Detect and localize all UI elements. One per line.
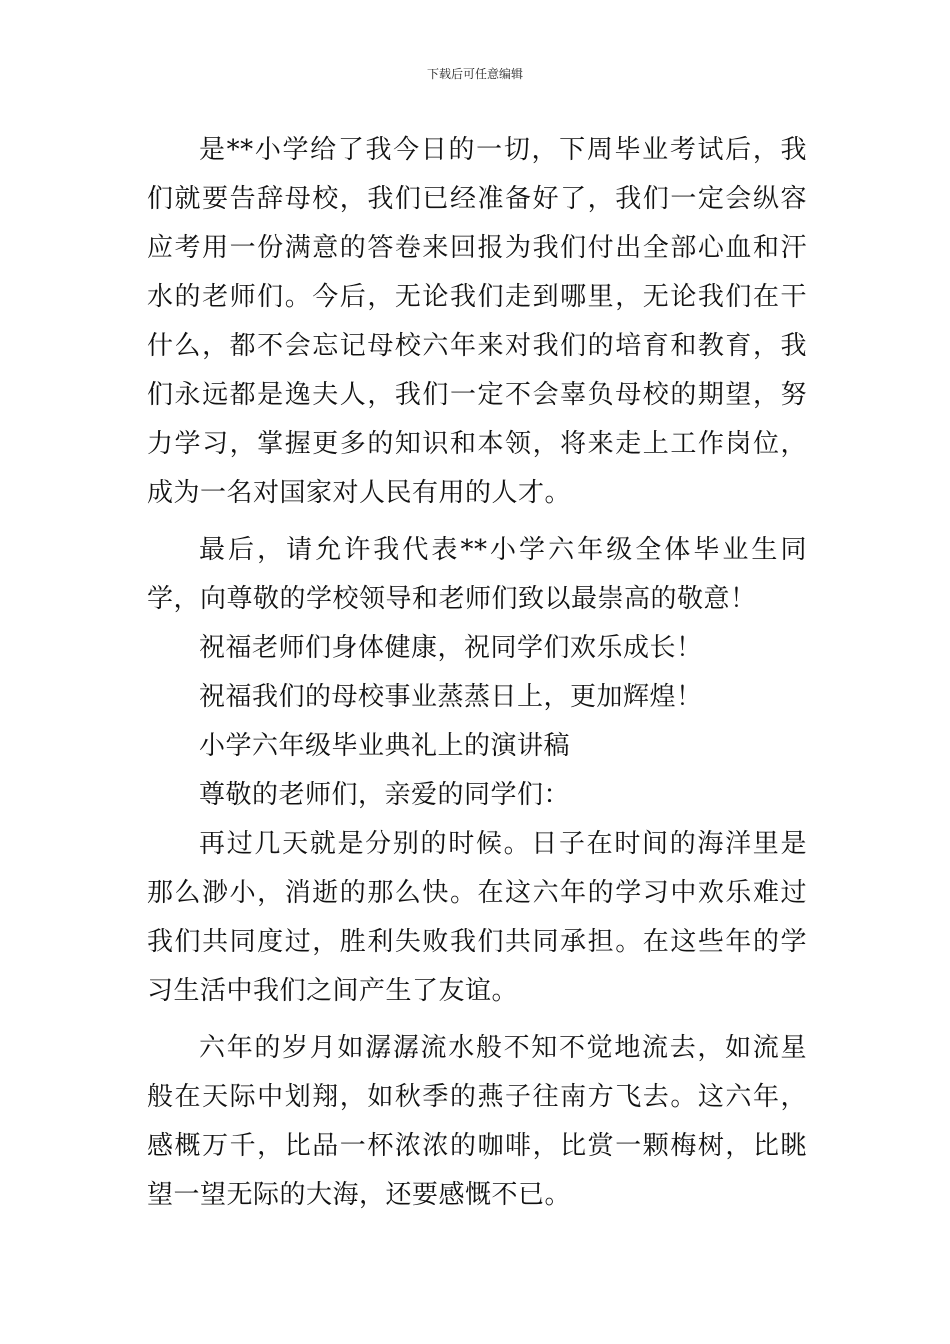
paragraph-respect-teachers: 最后，请允许我代表**小学六年级全体毕业生同学，向尊敬的学校领导和老师们致以最崇高的敬意！ [147, 535, 807, 614]
paragraph-wish-health: 祝福老师们身体健康，祝同学们欢乐成长！ [199, 633, 703, 663]
speech-salutation: 尊敬的老师们，亲爱的同学们： [199, 780, 571, 810]
paragraph-six-years: 六年的岁月如潺潺流水般不知不觉地流去，如流星般在天际中划翔，如秋季的燕子往南方飞去。这六年，感概万千，比品一杯浓浓的咖啡，比赏一颗梅树，比眺望一望无际的大海，还要感慨不已。 [147, 1033, 807, 1210]
document-body [147, 126, 807, 1220]
header-note: 下载后可任意编辑 [426, 67, 523, 81]
speech-title: 小学六年级毕业典礼上的演讲稿 [199, 731, 571, 761]
paragraph-wish-school: 祝福我们的母校事业蒸蒸日上，更加辉煌！ [199, 682, 703, 712]
paragraph-farewell: 再过几天就是分别的时候。日子在时间的海洋里是那么渺小，消逝的那么快。在这六年的学习中欢乐难过我们共同度过，胜利失败我们共同承担。在这些年的学习生活中我们之间产生了友谊。 [147, 829, 807, 1006]
paragraph-gratitude-school: 是**小学给了我今日的一切，下周毕业考试后，我们就要告辞母校，我们已经准备好了，我们一定会纵容应考用一份满意的答卷来回报为我们付出全部心血和汗水的老师们。今后，无论我们走到哪里，无论我们在干什么，都不会忘记母校六年来对我们的培育和教育，我们永远都是逸夫人，我们一定不会辜负母校的期望，努力学习，掌握更多的知识和本领，将来走上工作岗位，成为一名对国家对人民有用的人才。 [147, 135, 807, 508]
